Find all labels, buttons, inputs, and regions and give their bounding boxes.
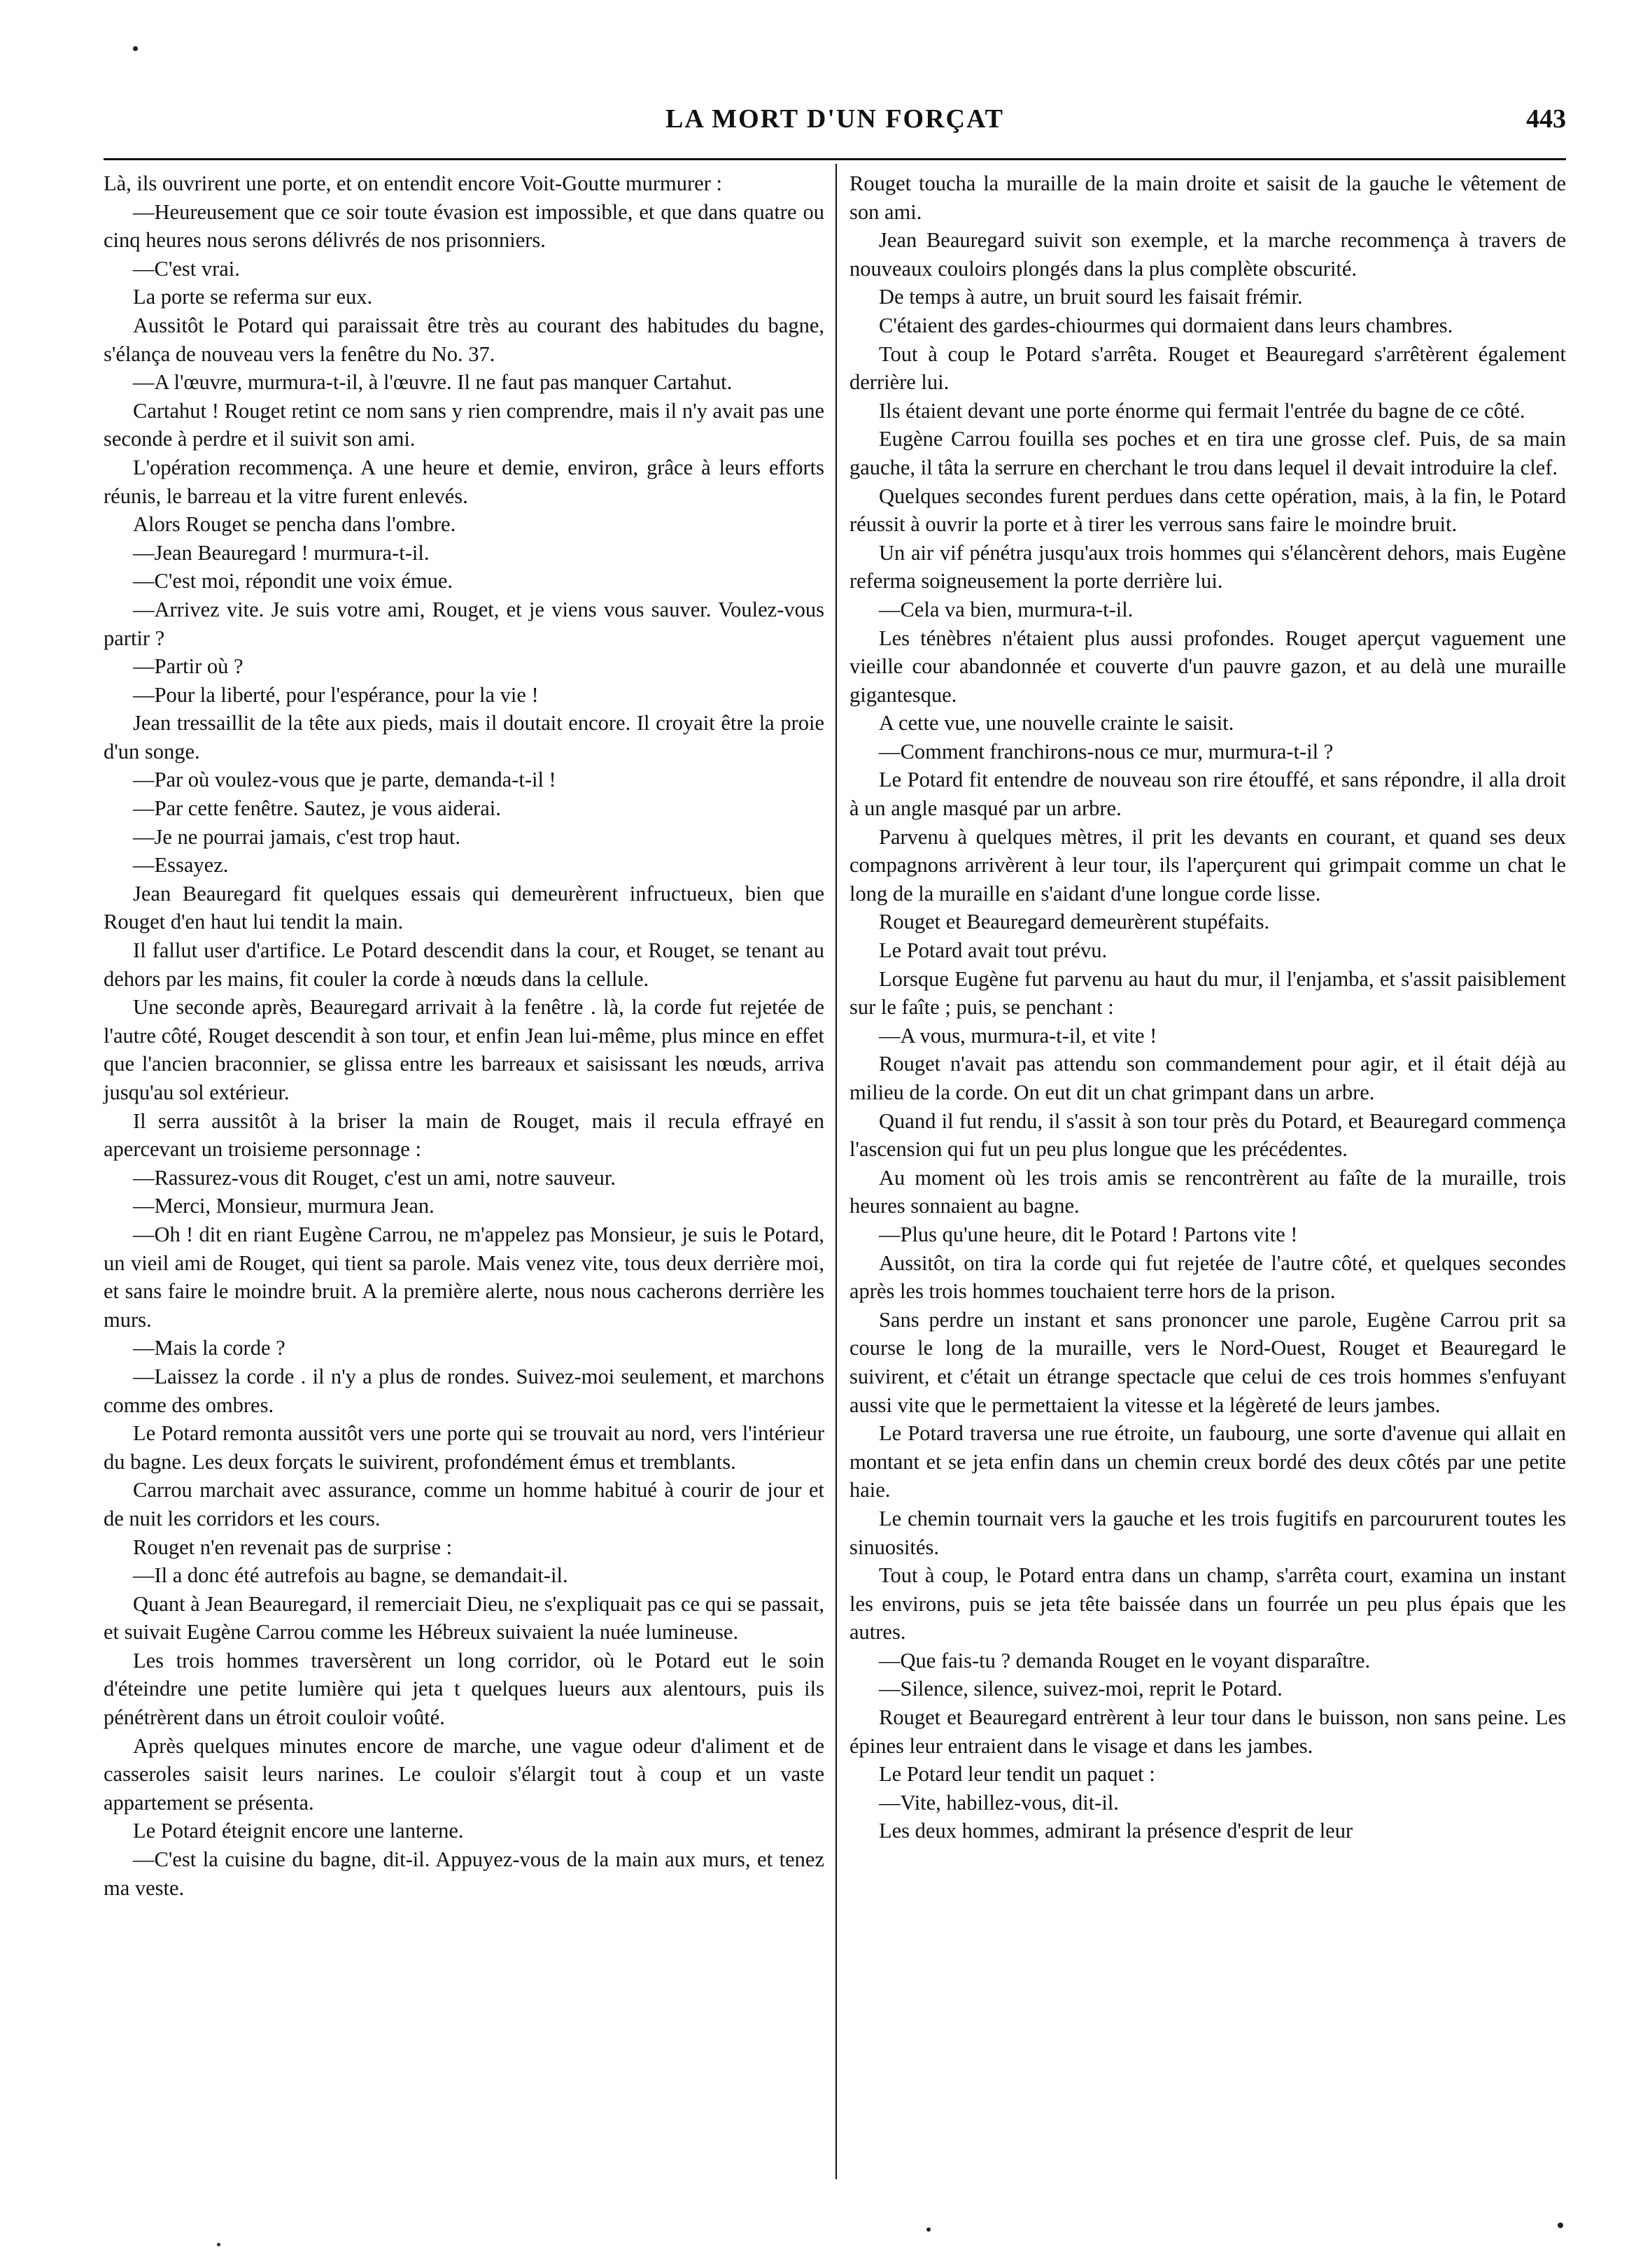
- paragraph: —Cela va bien, murmura-t-il.: [879, 597, 1134, 621]
- paragraph: Tout à coup, le Potard entra dans un champ, s'arrêta court, examina un instant les environs, puis se jeta tête baissée dans un fourrée un peu plus épais que les autres.: [849, 1563, 1566, 1644]
- paragraph: —Mais la corde ?: [133, 1336, 285, 1360]
- paragraph: —Essayez.: [133, 853, 229, 878]
- paragraph: Eugène Carrou fouilla ses poches et en tira une grosse clef. Puis, de sa main gauche, il tâta la serrure en cherchant le trou dans lequel il devait introduire la clef.: [849, 427, 1566, 479]
- print-speck: [926, 2227, 931, 2232]
- paragraph: —Plus qu'une heure, dit le Potard ! Partons vite !: [879, 1222, 1298, 1246]
- paragraph: Jean tressaillit de la tête aux pieds, mais il doutait encore. Il croyait être la proie d'un songe.: [104, 711, 824, 763]
- paragraph: Jean Beauregard suivit son exemple, et la marche recommença à travers de nouveaux couloirs plongés dans la plus complète obscurité.: [849, 228, 1566, 281]
- paragraph: —Silence, silence, suivez-moi, reprit le Potard.: [879, 1677, 1283, 1701]
- paragraph: Tout à coup le Potard s'arrêta. Rouget et Beauregard s'arrêtèrent également derrière lui.: [849, 341, 1566, 395]
- paragraph: Jean Beauregard fit quelques essais qui demeurèrent infructueux, bien que Rouget d'en haut lui tendit la main.: [104, 881, 824, 934]
- paragraph: A cette vue, une nouvelle crainte le saisit.: [879, 711, 1234, 735]
- paragraph: Lorsque Eugène fut parvenu au haut du mur, il l'enjamba, et s'assit paisiblement sur le faîte ; puis, se penchant :: [849, 966, 1566, 1020]
- paragraph: Ils étaient devant une porte énorme qui fermait l'entrée du bagne de ce côté.: [879, 398, 1525, 423]
- paragraph: C'étaient des gardes-chiourmes qui dormaient dans leurs chambres.: [879, 313, 1453, 337]
- column-divider: [835, 164, 837, 2179]
- left-column: [104, 169, 824, 1902]
- paragraph: —C'est moi, répondit une voix émue.: [133, 569, 453, 593]
- paragraph: —Rassurez-vous dit Rouget, c'est un ami, notre sauveur.: [133, 1165, 616, 1190]
- paragraph: Sans perdre un instant et sans prononcer une parole, Eugène Carrou prit sa course le long de la muraille, vers le Nord-Ouest, Rouget et Beauregard le suivirent, et c'était un étrange spectacle que celui de ces trois hommes s'enfuyant aussi vite que le permettaient la vitesse et la légèreté de leurs jambes.: [849, 1307, 1566, 1417]
- paragraph: —Jean Beauregard ! murmura-t-il.: [133, 540, 430, 565]
- paragraph: Le chemin tournait vers la gauche et les trois fugitifs en parcoururent toutes les sinuosités.: [849, 1506, 1566, 1559]
- paragraph: —Heureusement que ce soir toute évasion est impossible, et que dans quatre ou cinq heures nous serons délivrés de nos prisonniers.: [104, 199, 824, 253]
- paragraph: Le Potard éteignit encore une lanterne.: [133, 1819, 464, 1843]
- header-rule: [104, 158, 1566, 160]
- print-speck: [133, 46, 138, 51]
- paragraph: La porte se referma sur eux.: [133, 285, 373, 309]
- paragraph: Après quelques minutes encore de marche, une vague odeur d'aliment et de casseroles saisit leurs narines. Le couloir s'élargit tout à coup et un vaste appartement se présenta.: [104, 1733, 824, 1815]
- paragraph: Il fallut user d'artifice. Le Potard descendit dans la cour, et Rouget, se tenant au dehors par les mains, fit couler la corde à nœuds dans la cellule.: [104, 938, 824, 991]
- paragraph: Rouget et Beauregard entrèrent à leur tour dans le buisson, non sans peine. Les épines leur entraient dans le visage et dans les jambes.: [849, 1705, 1566, 1758]
- right-column: [849, 169, 1566, 1845]
- paragraph: Quand il fut rendu, il s'assit à son tour près du Potard, et Beauregard commença l'ascension qui fut un peu plus longue que les précédentes.: [849, 1108, 1566, 1162]
- paragraph: Aussitôt, on tira la corde qui fut rejetée de l'autre côté, et quelques secondes après les trois hommes touchaient terre hors de la prison.: [849, 1251, 1566, 1304]
- paragraph: Rouget n'en revenait pas de surprise :: [133, 1535, 453, 1559]
- paragraph: —Arrivez vite. Je suis votre ami, Rouget, et je viens vous sauver. Voulez-vous partir ?: [104, 597, 824, 650]
- paragraph: Là, ils ouvrirent une porte, et on entendit encore Voit-Goutte murmurer :: [104, 171, 722, 195]
- running-title: LA MORT D'UN FORÇAT: [665, 104, 1004, 134]
- paragraph: —Oh ! dit en riant Eugène Carrou, ne m'appelez pas Monsieur, je suis le Potard, un vieil ami de Rouget, qui tient sa parole. Mais venez vite, tous deux derrière moi, et sans faire le moindre bruit. A la première alerte, nous nous cacherons derrière les murs.: [104, 1222, 824, 1332]
- paragraph: —A l'œuvre, murmura-t-il, à l'œuvre. Il ne faut pas manquer Cartahut.: [133, 370, 733, 395]
- paragraph: Un air vif pénétra jusqu'aux trois hommes qui s'élancèrent dehors, mais Eugène referma soigneusement la porte derrière lui.: [849, 540, 1566, 593]
- paragraph: —Par cette fenêtre. Sautez, je vous aiderai.: [133, 796, 501, 821]
- paragraph: Une seconde après, Beauregard arrivait à la fenêtre . là, la corde fut rejetée de l'autre côté, Rouget descendit à son tour, et enfin Jean lui-même, plus mince en effet que l'ancien braconnier, se glissa entre les barreaux et saisissant les nœuds, arriva jusqu'au sol extérieur.: [104, 995, 824, 1104]
- paragraph: —Il a donc été autrefois au bagne, se demandait-il.: [133, 1563, 568, 1588]
- paragraph: —Comment franchirons-nous ce mur, murmura-t-il ?: [879, 739, 1334, 763]
- paragraph: Aussitôt le Potard qui paraissait être très au courant des habitudes du bagne, s'élança de nouveau vers la fenêtre du No. 37.: [104, 313, 824, 366]
- paragraph: Alors Rouget se pencha dans l'ombre.: [133, 512, 456, 537]
- paragraph: Rouget toucha la muraille de la main droite et saisit de la gauche le vêtement de son ami.: [849, 171, 1566, 224]
- page-number: 443: [1526, 104, 1566, 134]
- paragraph: Quant à Jean Beauregard, il remerciait Dieu, ne s'expliquait pas ce qui se passait, et suivait Eugène Carrou comme les Hébreux suivaient la nuée lumineuse.: [104, 1591, 824, 1644]
- paragraph: —C'est la cuisine du bagne, dit-il. Appuyez-vous de la main aux murs, et tenez ma veste.: [104, 1847, 824, 1900]
- paragraph: Il serra aussitôt à la briser la main de Rouget, mais il recula effrayé en apercevant un troisieme personnage :: [104, 1108, 824, 1162]
- paragraph: Le Potard remonta aussitôt vers une porte qui se trouvait au nord, vers l'intérieur du bagne. Les deux forçats le suivirent, profondément émus et tremblants.: [104, 1421, 824, 1474]
- paragraph: Le Potard avait tout prévu.: [879, 938, 1108, 963]
- paragraph: —Vite, habillez-vous, dit-il.: [879, 1790, 1119, 1815]
- paragraph: —C'est vrai.: [133, 256, 240, 281]
- paragraph: Quelques secondes furent perdues dans cette opération, mais, à la fin, le Potard réussit à ouvrir la porte et à tirer les verrous sans faire le moindre bruit.: [849, 484, 1566, 537]
- paragraph: Les ténèbres n'étaient plus aussi profondes. Rouget aperçut vaguement une vieille cour abandonnée et couverte d'un pauvre gazon, et au delà une muraille gigantesque.: [849, 626, 1566, 707]
- paragraph: —Je ne pourrai jamais, c'est trop haut.: [133, 824, 460, 849]
- paragraph: —Laissez la corde . il n'y a plus de rondes. Suivez-moi seulement, et marchons comme des ombres.: [104, 1364, 824, 1417]
- paragraph: Le Potard traversa une rue étroite, un faubourg, une sorte d'avenue qui allait en montant et se jeta enfin dans un chemin creux bordé des deux côtés par une petite haie.: [849, 1421, 1566, 1502]
- paragraph: Le Potard fit entendre de nouveau son rire étouffé, et sans répondre, il alla droit à un angle masqué par un arbre.: [849, 768, 1566, 821]
- paragraph: De temps à autre, un bruit sourd les faisait frémir.: [879, 285, 1303, 309]
- paragraph: L'opération recommença. A une heure et demie, environ, grâce à leurs efforts réunis, le barreau et la vitre furent enlevés.: [104, 455, 824, 508]
- paragraph: —Que fais-tu ? demanda Rouget en le voyant disparaître.: [879, 1648, 1371, 1672]
- page-header: [104, 104, 1566, 146]
- print-speck: [217, 2243, 220, 2246]
- print-speck: [1558, 2223, 1563, 2228]
- paragraph: —Partir où ?: [133, 654, 244, 679]
- paragraph: Au moment où les trois amis se rencontrèrent au faîte de la muraille, trois heures sonnaient au bagne.: [849, 1165, 1566, 1218]
- paragraph: Cartahut ! Rouget retint ce nom sans y rien comprendre, mais il n'y avait pas une seconde à perdre et il suivit son ami.: [104, 398, 824, 451]
- paragraph: —A vous, murmura-t-il, et vite !: [879, 1023, 1157, 1048]
- paragraph: Le Potard leur tendit un paquet :: [879, 1762, 1155, 1787]
- paragraph: Les trois hommes traversèrent un long corridor, où le Potard eut le soin d'éteindre une petite lumière qui jeta t quelques lueurs aux alentours, puis ils pénétrèrent dans un étroit couloir voûté.: [104, 1648, 824, 1730]
- paragraph: Rouget et Beauregard demeurèrent stupéfaits.: [879, 910, 1270, 934]
- paragraph: —Par où voulez-vous que je parte, demanda-t-il !: [133, 768, 556, 792]
- paragraph: Rouget n'avait pas attendu son commandement pour agir, et il était déjà au milieu de la corde. On eut dit un chat grimpant dans un arbre.: [849, 1052, 1566, 1104]
- paragraph: —Merci, Monsieur, murmura Jean.: [133, 1194, 435, 1218]
- paragraph: —Pour la liberté, pour l'espérance, pour la vie !: [133, 682, 539, 707]
- paragraph: Parvenu à quelques mètres, il prit les devants en courant, et quand ses deux compagnons arrivèrent à leur tour, ils l'aperçurent qui grimpait comme un chat le long de la muraille en s'aidant d'une longue corde lisse.: [849, 824, 1566, 906]
- paragraph: Carrou marchait avec assurance, comme un homme habitué à courir de jour et de nuit les corridors et les cours.: [104, 1478, 824, 1530]
- paragraph: Les deux hommes, admirant la présence d'esprit de leur: [879, 1819, 1353, 1843]
